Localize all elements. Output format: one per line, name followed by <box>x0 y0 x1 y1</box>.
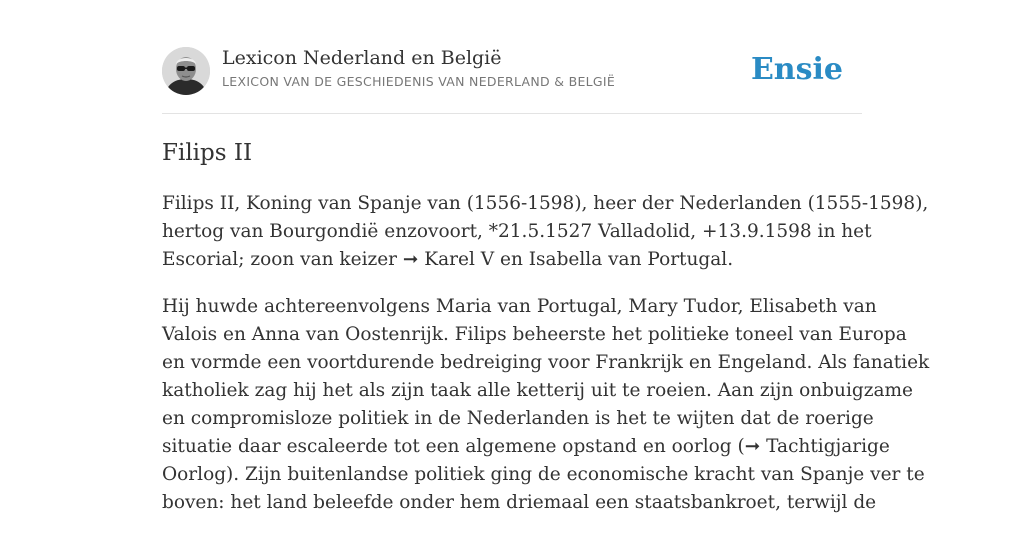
text-line <box>162 246 862 274</box>
text-line: en compromisloze politiek in de Nederlanden is het te wijten dat de roerige <box>162 408 874 429</box>
site-title[interactable]: Lexicon Nederland en België <box>222 47 502 69</box>
text-line: boven: het land beleefde onder hem driemaal een staatsbankroet, terwijl de <box>162 492 877 513</box>
author-portrait-graphic <box>162 47 210 95</box>
text-line: Valois en Anna van Oostenrijk. Filips beheerste het politieke toneel van Europa <box>162 324 907 345</box>
text-line <box>162 461 925 489</box>
text-line: Filips II, Koning van Spanje van (1556-1598), heer der Nederlanden (1555-1598), <box>162 193 929 214</box>
entry-paragraph-2 <box>162 293 930 517</box>
text-segment: Escorial; zoon van keizer <box>162 249 403 270</box>
xref-link-karel-v[interactable]: ➞ Karel V <box>402 249 495 270</box>
entry-paragraph-1 <box>162 190 929 274</box>
text-line: hertog van Bourgondië enzovoort, *21.5.1527 Valladolid, +13.9.1598 in het <box>162 221 872 242</box>
text-line: en vormde een voortdurende bedreiging voor Frankrijk en Engeland. Als fanatiek <box>162 352 930 373</box>
header-divider <box>162 113 862 114</box>
text-segment: ). Zijn buitenlandse politiek ging de economische kracht van Spanje ver te <box>226 464 925 485</box>
text-segment: en Isabella van Portugal. <box>494 249 734 270</box>
author-portrait-icon[interactable] <box>162 47 210 95</box>
ensie-logo-link[interactable]: Ensie <box>750 52 843 87</box>
site-header <box>162 46 862 96</box>
xref-link-tachtigjarige-oorlog[interactable]: ➞ Tachtigjarige <box>744 436 890 457</box>
text-line: Hij huwde achtereenvolgens Maria van Portugal, Mary Tudor, Elisabeth van <box>162 296 877 317</box>
entry-body <box>162 190 930 536</box>
site-subtitle: LEXICON VAN DE GESCHIEDENIS VAN NEDERLAND & BELGIË <box>222 74 616 89</box>
text-segment: situatie daar escaleerde tot een algemene opstand en oorlog ( <box>162 436 745 457</box>
entry-title: Filips II <box>162 140 253 166</box>
text-line: katholiek zag hij het als zijn taak alle ketterij uit te roeien. Aan zijn onbuigzame <box>162 380 913 401</box>
xref-link-tachtigjarige-oorlog-cont[interactable]: Oorlog <box>162 464 227 485</box>
text-line <box>162 433 890 461</box>
